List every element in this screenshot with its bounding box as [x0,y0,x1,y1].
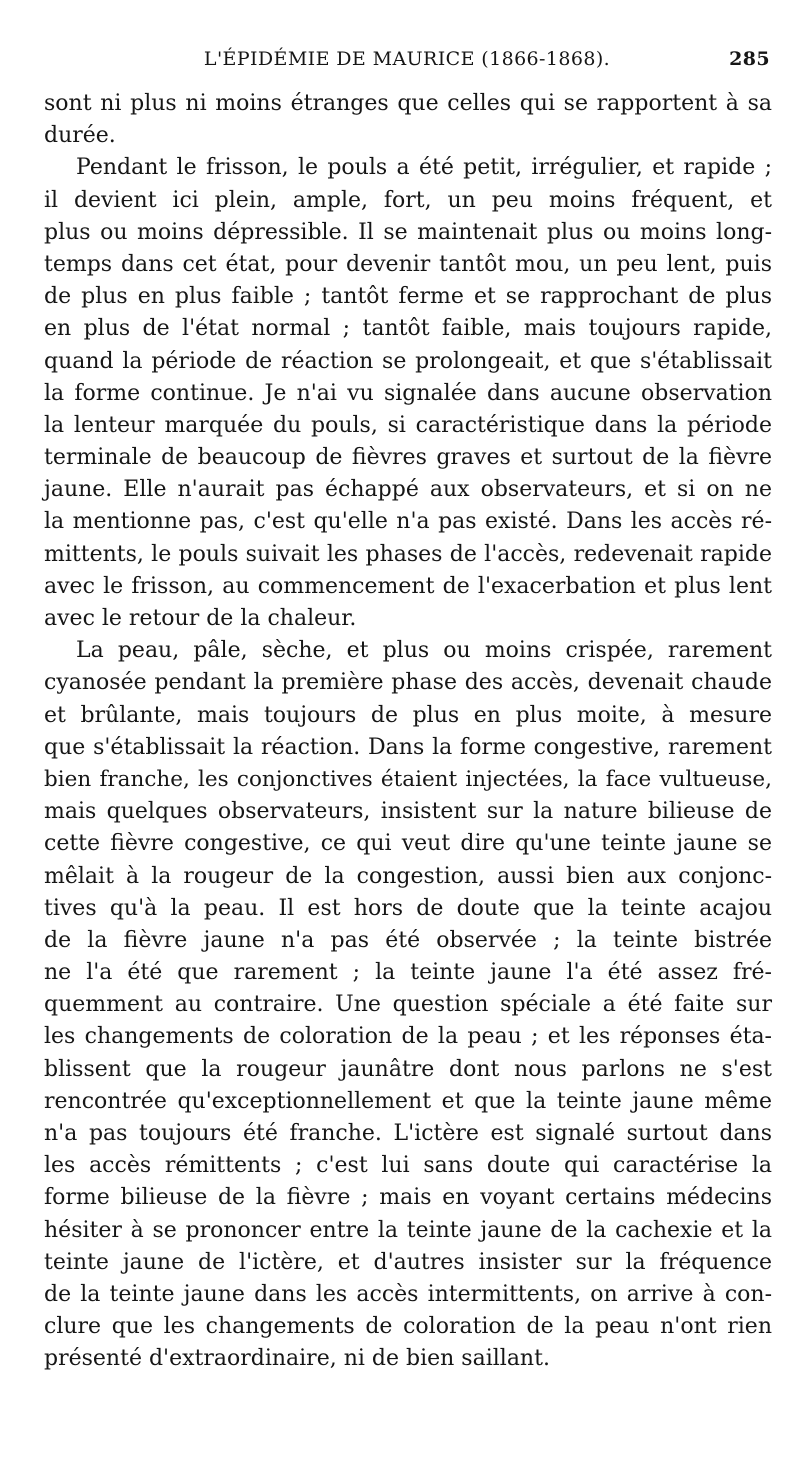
text-line: durée. [44,123,116,149]
text-line: bien franche, les conjonctives étaient injectées, la face vultueuse, [44,766,772,792]
text-line: teinte jaune de l'ictère, et d'autres insister sur la fréquence [44,1249,772,1275]
text-line: tives qu'à la peau. Il est hors de doute que la teinte acajou [44,895,772,921]
text-line: mais quelques observateurs, insistent sur la nature bilieuse de [44,799,772,825]
text-line: plus ou moins dépressible. Il se maintenait plus ou moins long- [44,219,772,245]
text-line: de plus en plus faible ; tantôt ferme et se rapprochant de plus [44,284,772,310]
text-line: en plus de l'état normal ; tantôt faible, mais toujours rapide, [44,316,772,342]
text-line: quemment au contraire. Une question spéciale a été faite sur [44,992,772,1018]
running-head [44,48,770,76]
text-line: cette fièvre congestive, ce qui veut dire qu'une teinte jaune se [44,831,772,857]
text-line: de la fièvre jaune n'a pas été observée ; la teinte bistrée [44,927,772,953]
text-line: sont ni plus ni moins étranges que celles qui se rapportent à sa [44,91,772,116]
text-line: les changements de coloration de la peau ; et les réponses éta- [44,1024,772,1050]
text-line: Pendant le frisson, le pouls a été petit, irrégulier, et rapide ; [76,155,772,181]
text-line: quand la période de réaction se prolongeait, et que s'établissait [44,348,772,374]
text-line: la forme continue. Je n'ai vu signalée dans aucune observation [44,380,772,406]
body-text [44,88,772,1376]
text-line: cyanosée pendant la première phase des accès, devenait chaude [44,670,772,696]
text-line: clure que les changements de coloration de la peau n'ont rien [44,1314,772,1340]
text-line: mêlait à la rougeur de la congestion, aussi bien aux conjonc- [44,863,772,889]
text-line: les accès rémittents ; c'est lui sans doute qui caractérise la [44,1153,772,1179]
text-line: rencontrée qu'exceptionnellement et que la teinte jaune même [44,1088,772,1114]
text-line: mittents, le pouls suivait les phases de l'accès, redevenait rapide [44,541,772,567]
text-line: La peau, pâle, sèche, et plus ou moins crispée, rarement [76,638,772,664]
text-line: terminale de beaucoup de fièvres graves et surtout de la fièvre [44,445,772,471]
text-line: il devient ici plein, ample, fort, un peu moins fréquent, et [44,187,772,213]
text-line: blissent que la rougeur jaunâtre dont nous parlons ne s'est [44,1056,772,1082]
text-line: forme bilieuse de la fièvre ; mais en voyant certains médecins [44,1185,772,1211]
text-line: la mentionne pas, c'est qu'elle n'a pas existé. Dans les accès ré- [44,509,772,535]
text-line: avec le frisson, au commencement de l'exacerbation et plus lent [44,573,772,599]
running-title: L'ÉPIDÉMIE DE MAURICE (1866-1868). [203,48,611,70]
text-line: la lenteur marquée du pouls, si caractéristique dans la période [44,412,772,438]
text-line: temps dans cet état, pour devenir tantôt mou, un peu lent, puis [44,251,772,277]
text-line: et brûlante, mais toujours de plus en plus moite, à mesure [44,702,772,728]
text-line: que s'établissait la réaction. Dans la forme congestive, rarement [44,734,772,760]
text-line: de la teinte jaune dans les accès intermittents, on arrive à con- [44,1281,772,1307]
text-line: ne l'a été que rarement ; la teinte jaune l'a été assez fré- [44,960,772,986]
text-line: présenté d'extraordinaire, ni de bien saillant. [44,1346,550,1372]
text-line: hésiter à se prononcer entre la teinte jaune de la cachexie et la [44,1217,772,1243]
text-line: jaune. Elle n'aurait pas échappé aux observateurs, et si on ne [44,477,772,503]
page-number: 285 [729,48,770,70]
text-line: avec le retour de la chaleur. [44,606,357,631]
text-line: n'a pas toujours été franche. L'ictère est signalé surtout dans [44,1121,772,1146]
